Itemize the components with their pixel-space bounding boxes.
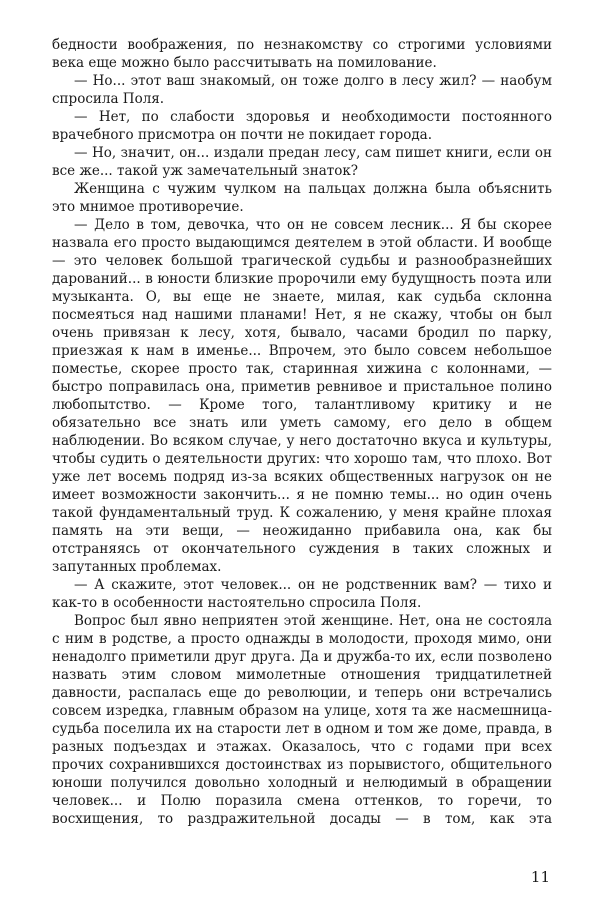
paragraph-narration: Вопрос был явно неприятен этой женщине. Нет, она не состояла с ним в родстве, а просто однажды в молодости, проходя мимо, они ненадолго приметили друг друга. Да и дружба-то их, если позволено назвать этим словом мимолетные отношения тридцатилетней давности, распалась еще до революции, и теперь они встречались совсем изредка, главным образом на улице, хотя та же насмешница-судьба поселила их на старости лет в одном и том же доме, правда, в разных подъездах и этажах. Оказалось, что с годами при всех прочих сохранившихся достоинствах из порывистого, общительного юноши получился довольно холодный и нелюдимый в обращении человек... и Полю поразила смена оттенков, то горечи, то восхищения, то раздражительной досады — в том, как эта [52, 613, 552, 827]
paragraph-dialogue: — Нет, по слабости здоровья и необходимости постоянного врачебного присмотра он почти не покидает города. [52, 109, 552, 143]
body-text [52, 36, 552, 828]
paragraph-dialogue: — Но... этот ваш знакомый, он тоже долго в лесу жил? — наобум спросила Поля. [52, 73, 552, 107]
paragraph-dialogue: — Но, значит, он... издали предан лесу, сам пишет книги, если он все же... такой уж замечательный знаток? [52, 145, 552, 179]
paragraph-narration: Женщина с чужим чулком на пальцах должна была объяснить это мнимое противоречие. [52, 181, 552, 215]
paragraph-dialogue: — Дело в том, девочка, что он не совсем лесник... Я бы скорее назвала его просто выдающимся деятелем в этой области. И вообще — это человек большой трагической судьбы и разнообразнейших дарований... в юности близкие пророчили ему будущность поэта или музыканта. О, вы еще не знаете, милая, как судьба склонна посмеяться над нашими планами! Нет, я не скажу, чтобы он был очень привязан к лесу, хотя, бывало, часами бродил по парку, приезжая к нам в именье... Впрочем, это было совсем небольшое поместье, скорее просто так, старинная хижина с колоннами, — быстро поправилась она, приметив ревнивое и пристальное полино любопытство. — Кроме того, талантливому критику и не обязательно все знать или уметь самому, его дело в общем наблюдении. Во всяком случае, у него достаточно вкуса и культуры, чтобы судить о деятельности других: что хорошо там, что плохо. Вот уже лет восемь подряд из-за всяких общественных нагрузок он не имеет возможности закончить... я не помню темы... но один очень такой фундаментальный труд. К сожалению, у меня крайне плохая память на эти вещи, — неожиданно прибавила она, как бы отстраняясь от окончательного суждения в таких сложных и запутанных проблемах. [52, 217, 552, 575]
paragraph-continuation: бедности воображения, по незнакомству со строгими условиями века еще можно было рассчитывать на помилование. [52, 37, 552, 71]
page-number: 11 [530, 868, 550, 886]
paragraph-dialogue: — А скажите, этот человек... он не родственник вам? — тихо и как-то в особенности настоятельно спросила Поля. [52, 577, 552, 611]
